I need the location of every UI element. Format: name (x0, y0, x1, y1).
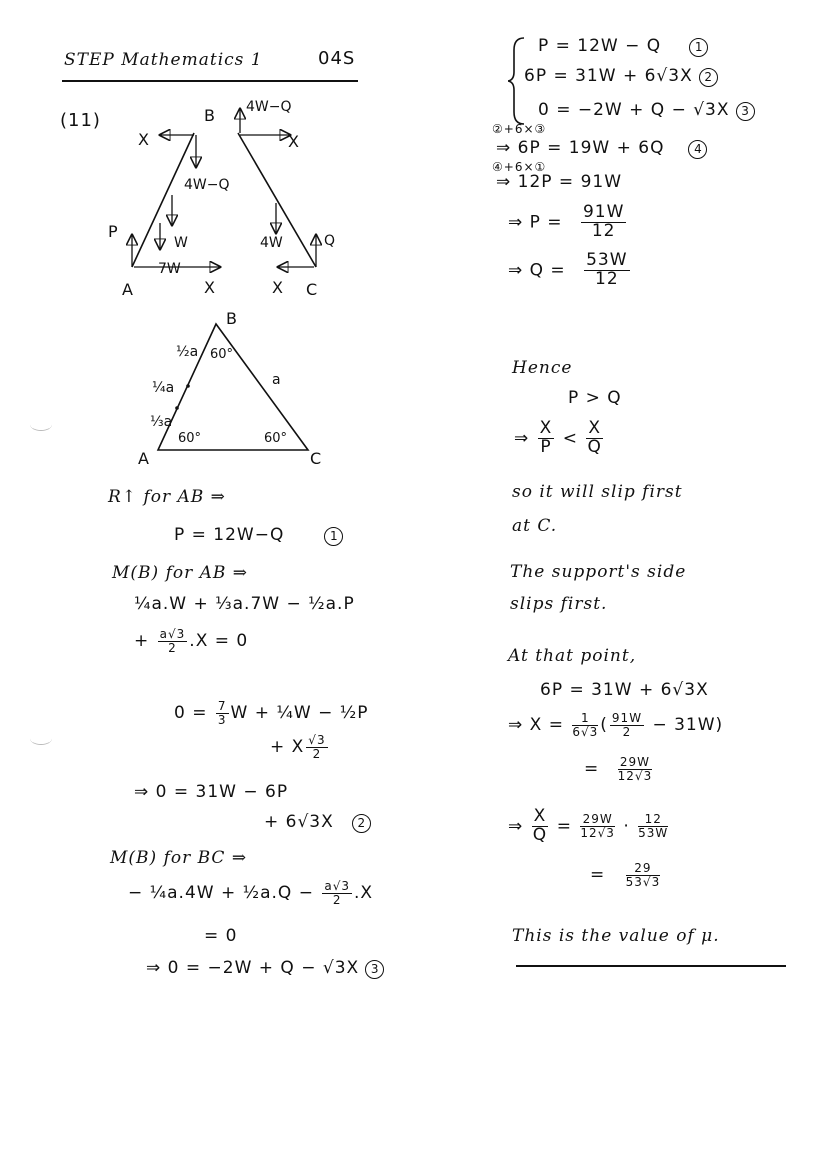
zero-equation-line-1: 0 = $\frac{7}{3}$ W + ¼W − ½P (174, 699, 369, 727)
triangle-diagram (130, 308, 350, 468)
support-side-line-2: slips first. (510, 594, 608, 614)
tri-angle-c: 60° (264, 431, 288, 446)
system-equation-2: 6P = 31W + 6√3X 2 (524, 66, 718, 87)
label-a: A (122, 280, 133, 299)
tri-a: a (272, 372, 281, 388)
ratio-comparison: ⇒ $\frac{X}{P}$ < $\frac{X}{Q}$ (514, 418, 602, 457)
equation-12p: ⇒ 12P = 91W (496, 172, 623, 192)
moment-b-for-bc: M(B) for BC ⇒ (110, 848, 248, 868)
moment-bc-line-2: = 0 (204, 926, 238, 946)
at-that-point: At that point, (508, 646, 637, 666)
label-c: C (306, 280, 318, 299)
label-4w-q-top: 4W−Q (246, 99, 292, 115)
conclusion: This is the value of μ. (512, 926, 720, 946)
equation-1: P = 12W−Q 1 (174, 525, 343, 546)
hence-heading: Hence (512, 358, 573, 378)
label-p: P (108, 222, 118, 241)
r-for-ab: R↑ for AB ⇒ (108, 487, 226, 507)
punch-hole-mark-bottom (30, 732, 52, 745)
x-value-line-1: ⇒ X = $\frac{1}{6√3}$ ( $\frac{91W}{2}$ − 31W) (508, 711, 724, 739)
header-rule (62, 80, 358, 82)
equation-6p: 6P = 31W + 6√3X (540, 680, 709, 700)
equation-2-line-2: + 6√3X 2 (264, 812, 371, 833)
question-number: (11) (60, 110, 101, 131)
equation-3: ⇒ 0 = −2W + Q − √3X 3 (146, 958, 384, 979)
header-title: STEP Mathematics 1 (64, 50, 263, 70)
moment-b-for-ab: M(B) for AB ⇒ (112, 563, 249, 583)
p-value: ⇒ P = $\frac{91W}{12}$ (508, 202, 625, 241)
label-x-top-right: X (288, 132, 299, 151)
p-greater-than-q: P > Q (568, 388, 622, 408)
q-value: ⇒ Q = $\frac{53W}{12}$ (508, 250, 628, 289)
tri-label-c: C (310, 449, 322, 468)
label-x-bottom-left: X (204, 278, 215, 297)
tri-label-a: A (138, 449, 149, 468)
system-equation-3: 0 = −2W + Q − √3X 3 (538, 100, 755, 121)
point-mark-2 (175, 406, 179, 410)
operation-4-plus-6x1: ④+6×① (492, 160, 547, 174)
header-paper-code: 04S (318, 48, 356, 69)
moment-ab-line-2: + $\frac{a√3}{2}$ .X = 0 (134, 627, 249, 655)
point-mark-1 (186, 384, 190, 388)
label-4w: 4W (260, 235, 283, 251)
tri-half-a: ½a (176, 344, 199, 360)
punch-hole-mark-top (30, 418, 52, 431)
support-side-line-1: The support's side (510, 562, 687, 582)
zero-equation-line-2: + X $\frac{√3}{2}$ (270, 733, 326, 761)
tri-angle-a: 60° (178, 431, 202, 446)
x-over-q-line-2: = $\frac{29}{53√3}$ (590, 861, 661, 889)
tri-label-b: B (226, 309, 237, 328)
moment-ab-line-1: ¼a.W + ⅓a.7W − ½a.P (134, 594, 355, 614)
label-b: B (204, 106, 215, 125)
label-x-bottom-right: X (272, 278, 283, 297)
moment-bc-line-1: − ¼a.4W + ½a.Q − $\frac{a√3}{2}$ .X (128, 879, 374, 907)
operation-2-plus-6x3: ②+6×③ (492, 122, 547, 136)
label-7w: 7W (158, 261, 181, 277)
label-w: W (174, 235, 188, 251)
end-rule (516, 965, 786, 967)
tri-quarter-a: ¼a (152, 380, 175, 396)
equation-4: ⇒ 6P = 19W + 6Q 4 (496, 138, 707, 159)
tri-third-a: ⅓a (150, 414, 173, 430)
slip-first-line-1: so it will slip first (512, 482, 683, 502)
label-4w-q-mid: 4W−Q (184, 177, 230, 193)
equation-2-line-1: ⇒ 0 = 31W − 6P (134, 782, 289, 802)
x-value-line-2: = $\frac{29W}{12√3}$ (584, 755, 653, 783)
system-equation-1: P = 12W − Q 1 (538, 36, 708, 57)
slip-first-line-2: at C. (512, 516, 558, 536)
label-q: Q (324, 233, 336, 249)
x-over-q-line-1: ⇒ $\frac{X}{Q}$ = $\frac{29W}{12√3}$ · $\frac{12}{53W}$ (508, 806, 669, 845)
tri-angle-b: 60° (210, 347, 234, 362)
force-diagram (100, 95, 360, 305)
label-x-top-left: X (138, 130, 149, 149)
